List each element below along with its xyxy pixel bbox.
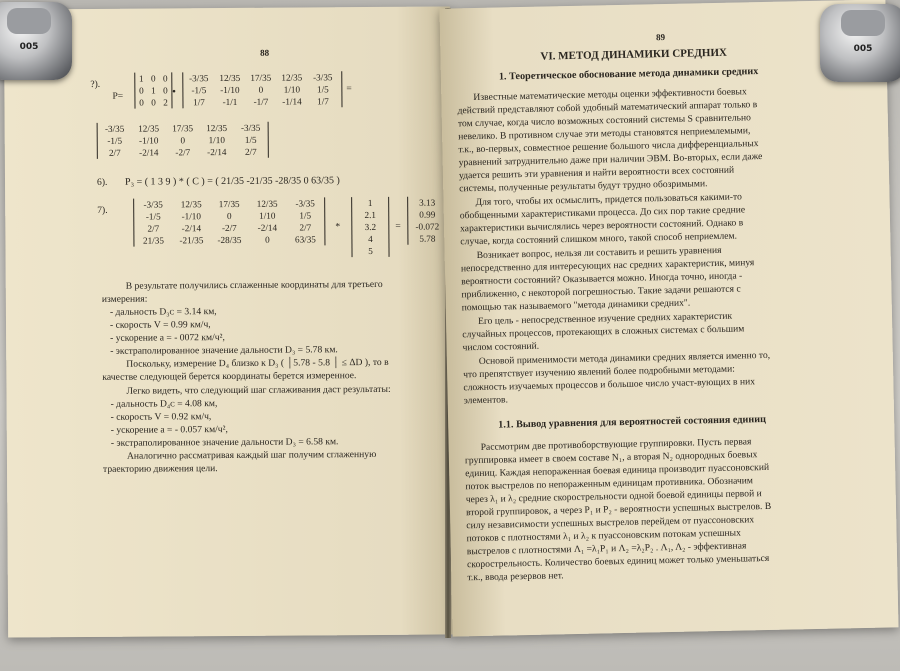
- vector-grid: [408, 196, 446, 244]
- matrix-cell: 0: [150, 73, 156, 84]
- matrix-cell: 1/10: [208, 135, 225, 146]
- matrix-cell: -1/1: [222, 96, 238, 108]
- text-line: Известные математические методы оценки эффективности боевых: [473, 86, 747, 104]
- matrix-cell: -2/7: [221, 222, 237, 234]
- matrix-7: [133, 197, 325, 246]
- text-line: - ускорение a = - 0072 км/ч²,: [110, 332, 225, 344]
- input-vector: [351, 197, 389, 257]
- text-line: обобщенными характеристиками процесса. До сих пор такие средние: [459, 204, 746, 222]
- matrix-cell: -2/14: [139, 147, 159, 158]
- text-line: - ускорение a = - 0.057 км/ч²,: [110, 424, 228, 436]
- matrix-cell: 12/35: [138, 123, 160, 134]
- matrix-cell: -2/14: [257, 222, 278, 233]
- vector-cell: 5.78: [419, 233, 436, 244]
- vector-cell: 3.13: [419, 197, 436, 208]
- matrix-cell: 2/7: [299, 222, 312, 233]
- matrix-cell: 0: [139, 97, 144, 108]
- text-line: удается решить эти уравнения и найти вероятности всех состояний: [458, 164, 735, 182]
- matrix-cell: 12/35: [180, 199, 202, 210]
- matrix-cell: 0: [265, 234, 270, 245]
- matrix-cell: 1/10: [283, 84, 301, 95]
- text-line: качестве следующей берется координаты берется измеренное.: [102, 370, 357, 383]
- matrix-cell: -3/35: [104, 123, 125, 134]
- matrix-cell: -1/7: [253, 96, 269, 107]
- text-line: потоков с плотностями λ₁ и λ₂ к пуассоновским потокам успешных: [466, 527, 741, 545]
- text-line: силу независимости успешных выстрелов перейдем от пуассоновских: [466, 514, 755, 532]
- text-line: том случае, когда число возможных состояний системы S сравнительно: [457, 112, 752, 130]
- matrix-cell: -1/5: [107, 135, 123, 146]
- text-line: т.к., ввода резервов нет.: [467, 570, 564, 584]
- vector-cell: 4: [368, 233, 373, 245]
- text-line: через λ₁ и λ₂ средние скорострельности одной боевой единицы первой и: [465, 488, 762, 506]
- vector-cell: 2.1: [364, 209, 377, 221]
- text-line: действий представляют собой удобный математический аппарат только в: [457, 99, 758, 117]
- matrix-cell: 0: [162, 73, 168, 84]
- star-operator: *: [335, 221, 341, 233]
- text-line: выстрелов с плотностями Λ₁ =λ₁P₁ и Λ₂ =λ₂P₂ . Λ₁, Λ₂ - эффективная: [466, 540, 747, 558]
- page-number: 89: [656, 32, 666, 43]
- equation-label: 7).: [97, 204, 108, 216]
- matrix-cell: 0: [139, 85, 144, 96]
- matrix-cell: -21/35: [179, 235, 204, 246]
- text-line: что препятствует изучению явлений более подробными методами:: [463, 363, 735, 381]
- matrix-cell: 1/10: [259, 210, 276, 221]
- matrix-grid: [183, 71, 341, 108]
- text-line: группировка имеет в своем составе N₁, а вторая N₂ однородных боевых: [464, 449, 758, 467]
- text-line: - экстраполированное значение дальности D₃ = 5.78 км.: [110, 344, 338, 357]
- weight-mark: 005: [853, 44, 873, 54]
- result-vector: [407, 196, 447, 244]
- subsection-title: 1.1. Вывод уравнения для вероятностей состояния единиц: [498, 413, 767, 431]
- text-line: поток выстрелов по непораженным единицам противника. Обозначим: [465, 475, 754, 493]
- equation-label: 6).: [96, 176, 108, 188]
- matrix-cell: -3/35: [240, 122, 261, 133]
- text-line: помощью так называемого "метода динамики средних".: [461, 297, 691, 314]
- text-line: Аналогично рассматривая каждый шаг получим сглаженную: [126, 448, 377, 462]
- dot-operator: •: [172, 86, 176, 98]
- text-line: траекторию движения цели.: [102, 463, 218, 475]
- matrix-cell: -1/14: [282, 96, 302, 107]
- matrix-cell: -2/7: [175, 147, 191, 158]
- matrix-cell: -28/35: [217, 234, 242, 246]
- matrix-cell: 63/35: [294, 234, 316, 245]
- page-number: 88: [260, 47, 270, 58]
- text-line: случае, когда состояний слишком много, такой способ неприемлем.: [460, 230, 738, 248]
- matrix-cell: 2/7: [244, 146, 257, 157]
- vector-cell: -0.072: [415, 221, 440, 232]
- text-line: случайных процессов, протекающих в сложных системах с большим: [462, 323, 745, 341]
- text-line: измерения:: [101, 293, 148, 305]
- matrix-cell: 12/35: [206, 123, 228, 134]
- matrix-cell: 0: [226, 210, 232, 222]
- text-line: Легко видеть, что следующий шаг сглаживания даст результаты:: [126, 383, 391, 397]
- right-weight: [820, 4, 900, 82]
- matrix-cell: 1/7: [317, 96, 329, 107]
- text-line: второй группировок, а через P₁ и P₂ - вероятности успешных выстрелов. В: [465, 500, 772, 519]
- text-line: системы, полученные результаты будут трудно обозримыми.: [459, 178, 708, 195]
- chapter-title: VI. МЕТОД ДИНАМИКИ СРЕДНИХ: [540, 46, 728, 63]
- text-line: Его цель - непосредственное изучение средних характеристик: [477, 310, 733, 327]
- text-line: - дальность D₃ᴄ = 3.14 км,: [109, 306, 217, 318]
- section-title: 1. Теоретическое обоснование метода динамики средних: [498, 66, 759, 83]
- text-line: Возникает вопрос, нельзя ли составить и решить уравнения: [476, 244, 722, 262]
- equals-sign: =: [346, 83, 352, 95]
- text-line: Основой применимости метода динамики средних является именно то,: [478, 349, 771, 367]
- p-label: P=: [112, 90, 124, 102]
- text-line: единиц. Каждая непораженная боевая единица производит пуассоновский: [465, 461, 770, 480]
- text-line: невелико. В противном случае эти методы становятся неприемлемыми,: [458, 125, 751, 143]
- matrix-cell: -1/10: [181, 211, 201, 222]
- vector-grid: [352, 197, 388, 257]
- matrix-cell: 1/5: [299, 210, 312, 221]
- matrix-cell: 1/5: [244, 134, 257, 145]
- matrix-cell: 0: [180, 135, 186, 146]
- text-line: В результате получились сглаженные координаты для третьего: [125, 278, 383, 292]
- weight-knob: [7, 8, 51, 34]
- matrix-cell: 0: [151, 97, 156, 108]
- right-page: [439, 0, 898, 637]
- text-line: уравнений затруднительно даже при наличии ЭВМ. Во-вторых, если даже: [458, 151, 763, 169]
- text-line: непосредственно для интересующих нас средних характеристик, минуя: [460, 257, 755, 275]
- text-line: сложность изучаемых процессов и большое число участ-вующих в них: [463, 376, 756, 394]
- matrix-cell: 1/7: [193, 97, 205, 108]
- matrix-cell: 1: [138, 73, 144, 84]
- matrix-cell: -2/14: [181, 223, 202, 234]
- matrix-cell: 12/35: [256, 198, 278, 209]
- matrix-cell: -1/5: [145, 211, 161, 222]
- text-line: приближенно, с некоторой погрешностью. Такие задачи решаются с: [461, 283, 741, 301]
- matrix-cell: 0: [258, 84, 264, 95]
- text-line: - экстраполированное значение дальности D₃ = 6.58 км.: [110, 436, 339, 449]
- text-line: числом состояний.: [462, 340, 540, 354]
- vector-cell: 3.2: [364, 221, 377, 233]
- matrix-cell: -3/35: [189, 73, 209, 84]
- text-line: - дальность D₄ᴄ = 4.08 км,: [110, 398, 218, 410]
- matrix-cell: -3/35: [143, 199, 163, 210]
- matrix-cell: -1/10: [138, 135, 159, 146]
- text-line: Для того, чтобы их осмыслить, придется пользоваться какими-то: [475, 191, 742, 209]
- matrix-grid: [134, 197, 324, 246]
- text-line: элементов.: [463, 394, 509, 407]
- matrix-cell: -3/35: [295, 198, 315, 209]
- matrix-grid: [98, 122, 268, 159]
- matrix-cell: 2/7: [147, 223, 160, 234]
- vector-cell: 5: [368, 245, 373, 257]
- text-line: характеристики вычислялись через вероятности состояний. Однако в: [459, 217, 744, 235]
- text-line: скорострельность. Количество боевых единиц может только уменьшаться: [467, 552, 770, 571]
- matrix-cell: 2: [163, 97, 168, 108]
- vector-cell: 1: [367, 197, 373, 209]
- text-line: - скорость V = 0.99 км/ч,: [109, 319, 211, 331]
- equation-label: ?).: [90, 78, 101, 90]
- text-line: - скорость V = 0.92 км/ч,: [110, 411, 212, 423]
- matrix-cell: 2/7: [108, 147, 121, 158]
- weight-mark: 005: [19, 42, 39, 52]
- matrix-cell: -3/35: [313, 72, 333, 83]
- matrix-grid: [135, 72, 171, 108]
- matrix-cell: 17/35: [218, 198, 240, 210]
- matrix-cell: 12/35: [281, 72, 303, 83]
- left-page: [4, 6, 454, 637]
- matrix-cell: -2/14: [207, 147, 227, 158]
- matrix-cell: 1: [151, 85, 156, 96]
- left-weight: [0, 2, 72, 80]
- matrix-cell: 17/35: [250, 72, 272, 83]
- identity-matrix: [134, 72, 172, 108]
- matrix-cell: -1/10: [220, 84, 240, 96]
- matrix-cell: 21/35: [142, 235, 164, 246]
- matrix-cell: 0: [163, 85, 168, 96]
- equation-6: P₃ = ( 1 3 9 ) * ( C ) = ( 21/35 -21/35 -28/35 0 63/35 ): [124, 175, 340, 188]
- matrix-cell: 17/35: [172, 123, 194, 134]
- text-line: Рассмотрим две противоборствующие группировки. Пусть первая: [480, 436, 752, 453]
- matrix-cell: 1/5: [316, 84, 329, 95]
- matrix-cell: -1/5: [191, 85, 207, 96]
- text-line: вероятности состояний? Оказывается можно. Иногда точно, иногда -: [461, 270, 743, 288]
- coefficient-matrix: [182, 71, 342, 108]
- text-line: т.к., во-первых, совместное решение большого числа дифференциальных: [458, 138, 759, 156]
- vector-cell: 0.99: [419, 209, 436, 220]
- matrix-cell: 12/35: [219, 72, 241, 84]
- weight-knob: [841, 10, 885, 36]
- equals-sign: =: [395, 220, 401, 232]
- result-matrix: [97, 122, 269, 159]
- text-line: Поскольку, измерение D₄ близко к D₃ ( │5.78 - 5.8 │ ≤ ΔD ), то в: [126, 356, 389, 370]
